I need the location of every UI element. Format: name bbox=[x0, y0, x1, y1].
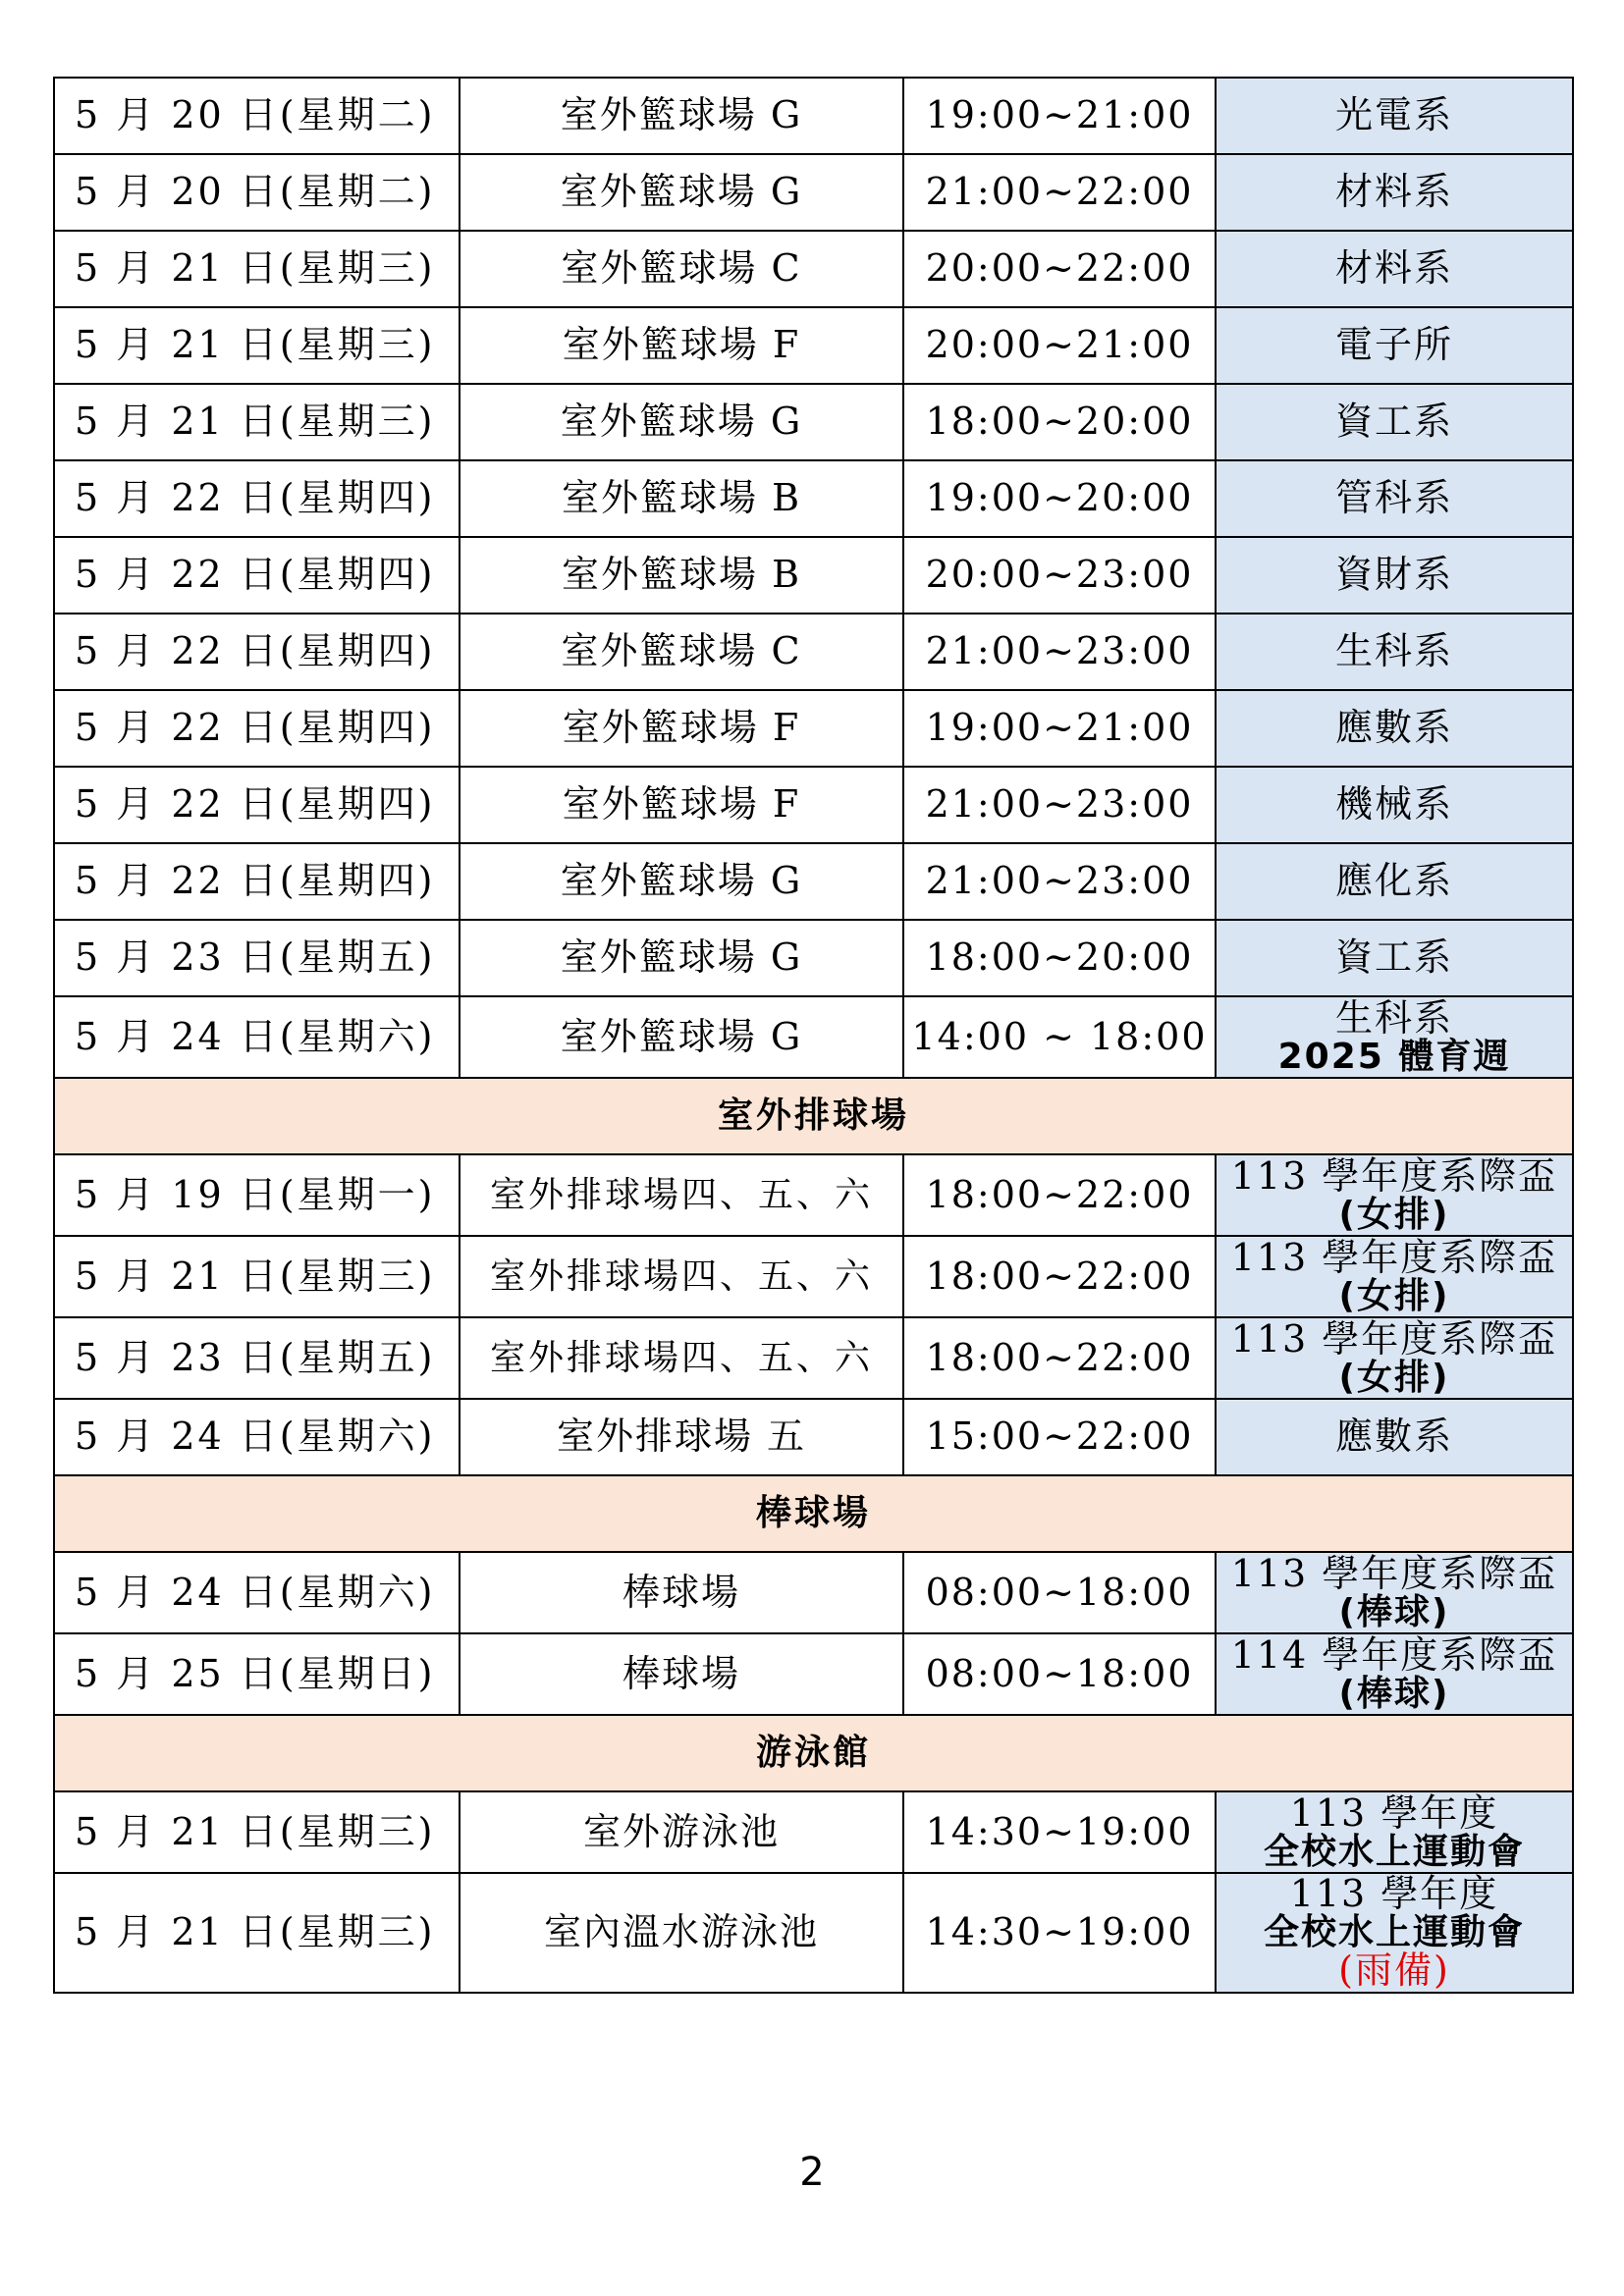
time-cell: 20:00~21:00 bbox=[903, 307, 1216, 384]
unit-line: 管科系 bbox=[1334, 476, 1453, 520]
venue-cell: 室外籃球場 B bbox=[460, 460, 903, 537]
schedule-body bbox=[54, 78, 1573, 1993]
unit-cell bbox=[1216, 154, 1573, 231]
date-cell: 5 月 22 日(星期四) bbox=[54, 690, 460, 767]
unit-line: 全校水上運動會 bbox=[1263, 1831, 1525, 1872]
unit-line: 資工系 bbox=[1334, 400, 1453, 444]
schedule-row bbox=[54, 231, 1573, 307]
unit-cell bbox=[1216, 1791, 1573, 1873]
date-cell: 5 月 20 日(星期二) bbox=[54, 78, 460, 154]
schedule-table bbox=[53, 77, 1574, 1994]
unit-cell bbox=[1216, 920, 1573, 996]
time-cell: 18:00~20:00 bbox=[903, 384, 1216, 460]
time-cell: 14:00 ~ 18:00 bbox=[903, 996, 1216, 1078]
unit-cell bbox=[1216, 307, 1573, 384]
date-cell: 5 月 22 日(星期四) bbox=[54, 537, 460, 614]
venue-cell: 室外籃球場 F bbox=[460, 307, 903, 384]
unit-line: 113 學年度 bbox=[1289, 1791, 1499, 1835]
unit-line: 2025 體育週 bbox=[1277, 1036, 1511, 1077]
date-cell: 5 月 22 日(星期四) bbox=[54, 767, 460, 843]
schedule-row bbox=[54, 1791, 1573, 1873]
venue-cell: 室外排球場四、五、六 bbox=[460, 1154, 903, 1236]
venue-cell: 室外籃球場 G bbox=[460, 843, 903, 920]
section-header-row bbox=[54, 1715, 1573, 1791]
unit-line: 113 學年度系際盃 bbox=[1230, 1154, 1558, 1198]
unit-line: 光電系 bbox=[1334, 93, 1453, 137]
schedule-row bbox=[54, 767, 1573, 843]
unit-cell bbox=[1216, 1154, 1573, 1236]
unit-line: 材料系 bbox=[1334, 170, 1453, 214]
date-cell: 5 月 24 日(星期六) bbox=[54, 996, 460, 1078]
schedule-row bbox=[54, 1317, 1573, 1399]
time-cell: 08:00~18:00 bbox=[903, 1633, 1216, 1715]
unit-line: 電子所 bbox=[1334, 323, 1453, 367]
time-cell: 14:30~19:00 bbox=[903, 1873, 1216, 1993]
date-cell: 5 月 25 日(星期日) bbox=[54, 1633, 460, 1715]
time-cell: 21:00~23:00 bbox=[903, 843, 1216, 920]
schedule-row bbox=[54, 614, 1573, 690]
date-cell: 5 月 21 日(星期三) bbox=[54, 231, 460, 307]
venue-cell: 室外籃球場 G bbox=[460, 996, 903, 1078]
schedule-row bbox=[54, 1552, 1573, 1633]
unit-line: 113 學年度系際盃 bbox=[1230, 1236, 1558, 1279]
unit-cell bbox=[1216, 843, 1573, 920]
date-cell: 5 月 23 日(星期五) bbox=[54, 1317, 460, 1399]
unit-line: 113 學年度 bbox=[1289, 1873, 1499, 1916]
time-cell: 08:00~18:00 bbox=[903, 1552, 1216, 1633]
page-number: 2 bbox=[799, 2150, 825, 2195]
time-cell: 21:00~23:00 bbox=[903, 767, 1216, 843]
unit-line: 114 學年度系際盃 bbox=[1230, 1633, 1558, 1677]
date-cell: 5 月 22 日(星期四) bbox=[54, 614, 460, 690]
schedule-row bbox=[54, 384, 1573, 460]
date-cell: 5 月 21 日(星期三) bbox=[54, 384, 460, 460]
unit-cell bbox=[1216, 1552, 1573, 1633]
venue-cell: 室外籃球場 G bbox=[460, 78, 903, 154]
time-cell: 19:00~21:00 bbox=[903, 78, 1216, 154]
unit-line: 機械系 bbox=[1334, 782, 1453, 827]
schedule-row bbox=[54, 460, 1573, 537]
venue-cell: 室內溫水游泳池 bbox=[460, 1873, 903, 1993]
unit-cell bbox=[1216, 690, 1573, 767]
date-cell: 5 月 20 日(星期二) bbox=[54, 154, 460, 231]
venue-cell: 室外籃球場 C bbox=[460, 231, 903, 307]
unit-line: 應化系 bbox=[1334, 859, 1453, 903]
schedule-row bbox=[54, 690, 1573, 767]
unit-line: (女排) bbox=[1338, 1275, 1450, 1316]
unit-cell bbox=[1216, 537, 1573, 614]
section-title: 室外排球場 bbox=[54, 1078, 1573, 1154]
unit-cell bbox=[1216, 1633, 1573, 1715]
section-title: 棒球場 bbox=[54, 1475, 1573, 1552]
date-cell: 5 月 21 日(星期三) bbox=[54, 1791, 460, 1873]
date-cell: 5 月 21 日(星期三) bbox=[54, 1236, 460, 1317]
time-cell: 19:00~21:00 bbox=[903, 690, 1216, 767]
date-cell: 5 月 22 日(星期四) bbox=[54, 460, 460, 537]
venue-cell: 室外排球場 五 bbox=[460, 1399, 903, 1475]
date-cell: 5 月 21 日(星期三) bbox=[54, 1873, 460, 1993]
unit-line: (女排) bbox=[1338, 1194, 1450, 1235]
venue-cell: 室外籃球場 F bbox=[460, 767, 903, 843]
schedule-row bbox=[54, 1154, 1573, 1236]
unit-line: (棒球) bbox=[1338, 1673, 1450, 1714]
venue-cell: 室外籃球場 B bbox=[460, 537, 903, 614]
time-cell: 20:00~23:00 bbox=[903, 537, 1216, 614]
schedule-row bbox=[54, 920, 1573, 996]
venue-cell: 室外籃球場 G bbox=[460, 154, 903, 231]
unit-cell bbox=[1216, 384, 1573, 460]
time-cell: 14:30~19:00 bbox=[903, 1791, 1216, 1873]
unit-cell bbox=[1216, 1317, 1573, 1399]
venue-cell: 室外籃球場 C bbox=[460, 614, 903, 690]
venue-cell: 室外籃球場 F bbox=[460, 690, 903, 767]
date-cell: 5 月 24 日(星期六) bbox=[54, 1552, 460, 1633]
venue-cell: 室外籃球場 G bbox=[460, 384, 903, 460]
unit-cell bbox=[1216, 1236, 1573, 1317]
venue-cell: 棒球場 bbox=[460, 1552, 903, 1633]
unit-cell bbox=[1216, 996, 1573, 1078]
rain-backup-note: (雨備) bbox=[1338, 1948, 1450, 1992]
unit-line: 資工系 bbox=[1334, 935, 1453, 980]
unit-cell bbox=[1216, 767, 1573, 843]
section-header-row bbox=[54, 1078, 1573, 1154]
unit-line: 應數系 bbox=[1334, 1415, 1453, 1459]
schedule-row bbox=[54, 78, 1573, 154]
schedule-row bbox=[54, 1399, 1573, 1475]
schedule-row bbox=[54, 1236, 1573, 1317]
time-cell: 15:00~22:00 bbox=[903, 1399, 1216, 1475]
time-cell: 21:00~22:00 bbox=[903, 154, 1216, 231]
unit-line: 生科系 bbox=[1334, 996, 1453, 1040]
date-cell: 5 月 23 日(星期五) bbox=[54, 920, 460, 996]
unit-line: 應數系 bbox=[1334, 706, 1453, 750]
schedule-row bbox=[54, 154, 1573, 231]
time-cell: 18:00~22:00 bbox=[903, 1317, 1216, 1399]
schedule-row bbox=[54, 307, 1573, 384]
schedule-row bbox=[54, 537, 1573, 614]
unit-cell bbox=[1216, 1873, 1573, 1993]
section-title: 游泳館 bbox=[54, 1715, 1573, 1791]
venue-cell: 室外籃球場 G bbox=[460, 920, 903, 996]
time-cell: 18:00~22:00 bbox=[903, 1154, 1216, 1236]
venue-cell: 室外游泳池 bbox=[460, 1791, 903, 1873]
time-cell: 20:00~22:00 bbox=[903, 231, 1216, 307]
venue-cell: 棒球場 bbox=[460, 1633, 903, 1715]
unit-line: 全校水上運動會 bbox=[1263, 1912, 1525, 1953]
venue-cell: 室外排球場四、五、六 bbox=[460, 1236, 903, 1317]
unit-line: (女排) bbox=[1338, 1357, 1450, 1398]
time-cell: 21:00~23:00 bbox=[903, 614, 1216, 690]
date-cell: 5 月 24 日(星期六) bbox=[54, 1399, 460, 1475]
time-cell: 18:00~22:00 bbox=[903, 1236, 1216, 1317]
unit-line: 113 學年度系際盃 bbox=[1230, 1552, 1558, 1595]
schedule-row bbox=[54, 996, 1573, 1078]
section-header-row bbox=[54, 1475, 1573, 1552]
venue-cell: 室外排球場四、五、六 bbox=[460, 1317, 903, 1399]
schedule-row bbox=[54, 1633, 1573, 1715]
unit-line: 113 學年度系際盃 bbox=[1230, 1317, 1558, 1361]
date-cell: 5 月 22 日(星期四) bbox=[54, 843, 460, 920]
unit-line: (棒球) bbox=[1338, 1591, 1450, 1632]
unit-cell bbox=[1216, 460, 1573, 537]
unit-line: 生科系 bbox=[1334, 629, 1453, 673]
unit-cell bbox=[1216, 1399, 1573, 1475]
schedule-row bbox=[54, 1873, 1573, 1993]
unit-cell bbox=[1216, 231, 1573, 307]
schedule-row bbox=[54, 843, 1573, 920]
unit-cell bbox=[1216, 78, 1573, 154]
date-cell: 5 月 21 日(星期三) bbox=[54, 307, 460, 384]
time-cell: 19:00~20:00 bbox=[903, 460, 1216, 537]
unit-line: 資財系 bbox=[1334, 553, 1453, 597]
time-cell: 18:00~20:00 bbox=[903, 920, 1216, 996]
unit-line: 材料系 bbox=[1334, 246, 1453, 291]
unit-cell bbox=[1216, 614, 1573, 690]
date-cell: 5 月 19 日(星期一) bbox=[54, 1154, 460, 1236]
